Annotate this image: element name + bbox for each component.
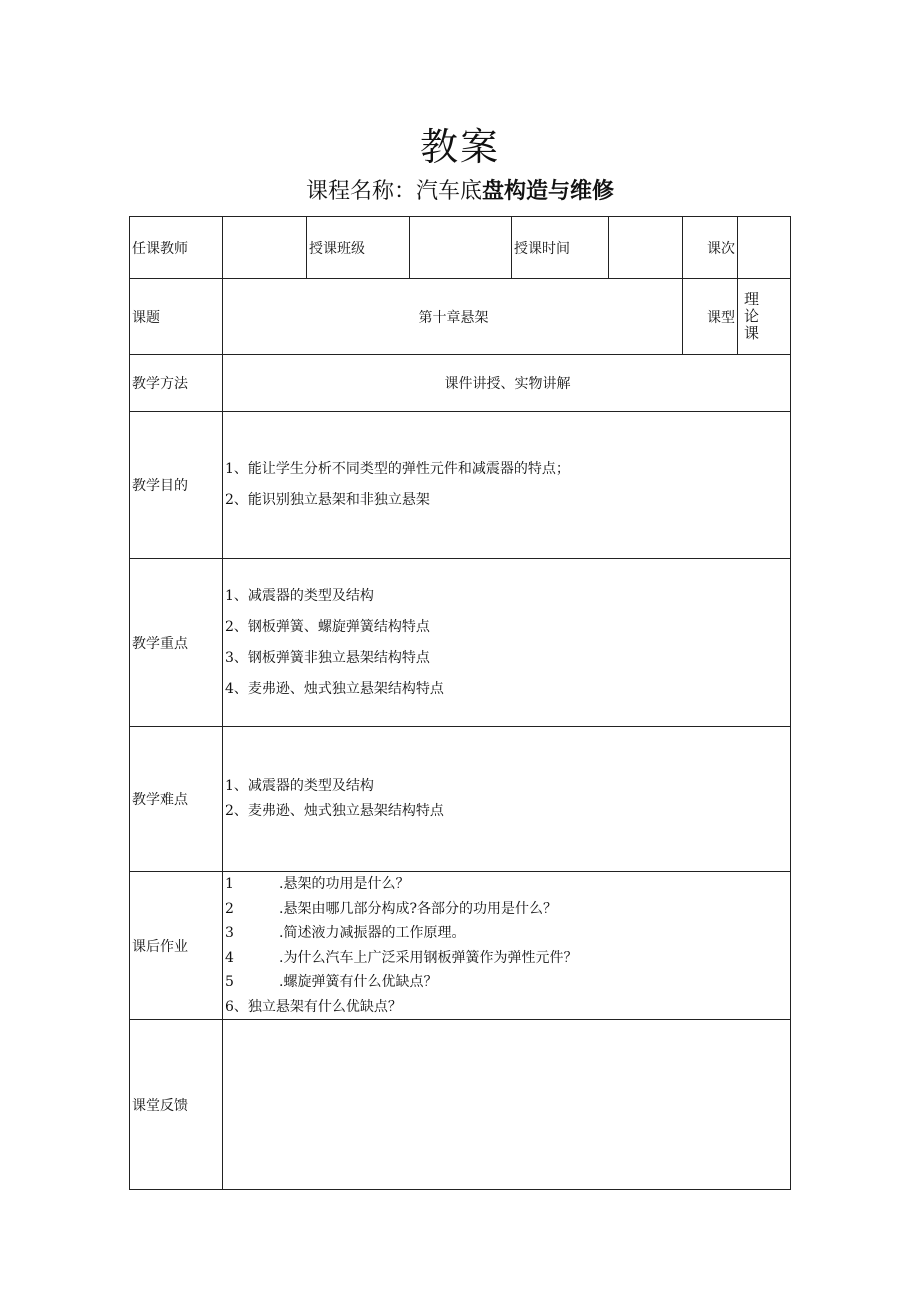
class-value[interactable] — [410, 217, 512, 279]
feedback-label: 课堂反馈 — [130, 1020, 223, 1190]
homework-text: .悬架的功用是什么？ — [279, 876, 410, 892]
homework-label: 课后作业 — [130, 872, 223, 1020]
table-row — [130, 872, 791, 1020]
difficulties-content — [223, 727, 791, 872]
table-row — [130, 412, 791, 559]
difficulties-label: 教学难点 — [130, 727, 223, 872]
homework-text: .悬架由哪几部分构成?各部分的功用是什么？ — [279, 900, 557, 917]
list-item: 4、麦弗逊、烛式独立悬架结构特点 — [225, 680, 444, 697]
table-row — [130, 727, 791, 872]
time-label: 授课时间 — [512, 217, 609, 279]
homework-content — [223, 872, 791, 1020]
document-title: 教案 — [419, 125, 500, 169]
list-item — [225, 921, 790, 946]
list-item: 1、减震器的类型及结构 — [225, 778, 374, 794]
list-item — [225, 970, 790, 995]
objectives-list — [225, 454, 790, 516]
method-value: 课件讲授、实物讲解 — [223, 355, 791, 412]
list-item: 3、钢板弹簧非独立悬架结构特点 — [225, 649, 430, 666]
method-label: 教学方法 — [130, 355, 223, 412]
type-value-line: 论 — [744, 307, 760, 325]
list-item — [225, 946, 790, 971]
table-row — [130, 279, 791, 355]
list-item: 2、能识别独立悬架和非独立悬架 — [225, 492, 430, 508]
type-value — [738, 279, 791, 355]
homework-number: 3 — [225, 925, 234, 941]
topic-label: 课题 — [130, 279, 223, 355]
homework-number: 5 — [225, 974, 234, 990]
course-name — [0, 174, 920, 205]
type-value-line: 课 — [744, 324, 760, 342]
homework-text: .为什么汽车上广泛采用钢板弹簧作为弹性元件？ — [279, 949, 578, 966]
class-label: 授课班级 — [307, 217, 410, 279]
difficulties-list — [225, 774, 790, 824]
type-value-line: 理 — [744, 290, 760, 308]
table-row — [130, 217, 791, 279]
homework-text: .简述液力减振器的工作原理。 — [279, 925, 466, 941]
session-label: 课次 — [683, 217, 738, 279]
homework-number: 1 — [225, 876, 234, 892]
table-row — [130, 1020, 791, 1190]
list-item: 2、钢板弹簧、螺旋弹簧结构特点 — [225, 618, 430, 635]
list-item: 6、独立悬架有什么优缺点？ — [225, 998, 402, 1015]
table-row — [130, 355, 791, 412]
time-value[interactable] — [609, 217, 683, 279]
homework-text: .螺旋弹簧有什么优缺点？ — [279, 974, 438, 990]
lesson-plan-table — [129, 216, 791, 1190]
homework-number: 2 — [225, 900, 234, 917]
list-item: 1、能让学生分析不同类型的弹性元件和减震器的特点； — [225, 461, 570, 477]
key-points-label: 教学重点 — [130, 559, 223, 727]
topic-value: 第十章悬架 — [223, 279, 683, 355]
objectives-content — [223, 412, 791, 559]
key-points-content — [223, 559, 791, 727]
session-value[interactable] — [738, 217, 791, 279]
teacher-label: 任课教师 — [130, 217, 223, 279]
feedback-value[interactable] — [223, 1020, 791, 1190]
objectives-label: 教学目的 — [130, 412, 223, 559]
homework-number: 4 — [225, 949, 234, 966]
list-item: 2、麦弗逊、烛式独立悬架结构特点 — [225, 803, 444, 819]
type-label: 课型 — [683, 279, 738, 355]
table-row — [130, 559, 791, 727]
list-item — [225, 872, 790, 897]
course-name-bold: 盘构造与维修 — [482, 179, 615, 204]
course-name-prefix: 课程名称：汽车底 — [305, 179, 482, 204]
list-item — [225, 897, 790, 922]
homework-list — [225, 872, 790, 1019]
key-points-list — [225, 581, 790, 705]
list-item: 1、减震器的类型及结构 — [225, 587, 374, 604]
teacher-value[interactable] — [223, 217, 307, 279]
